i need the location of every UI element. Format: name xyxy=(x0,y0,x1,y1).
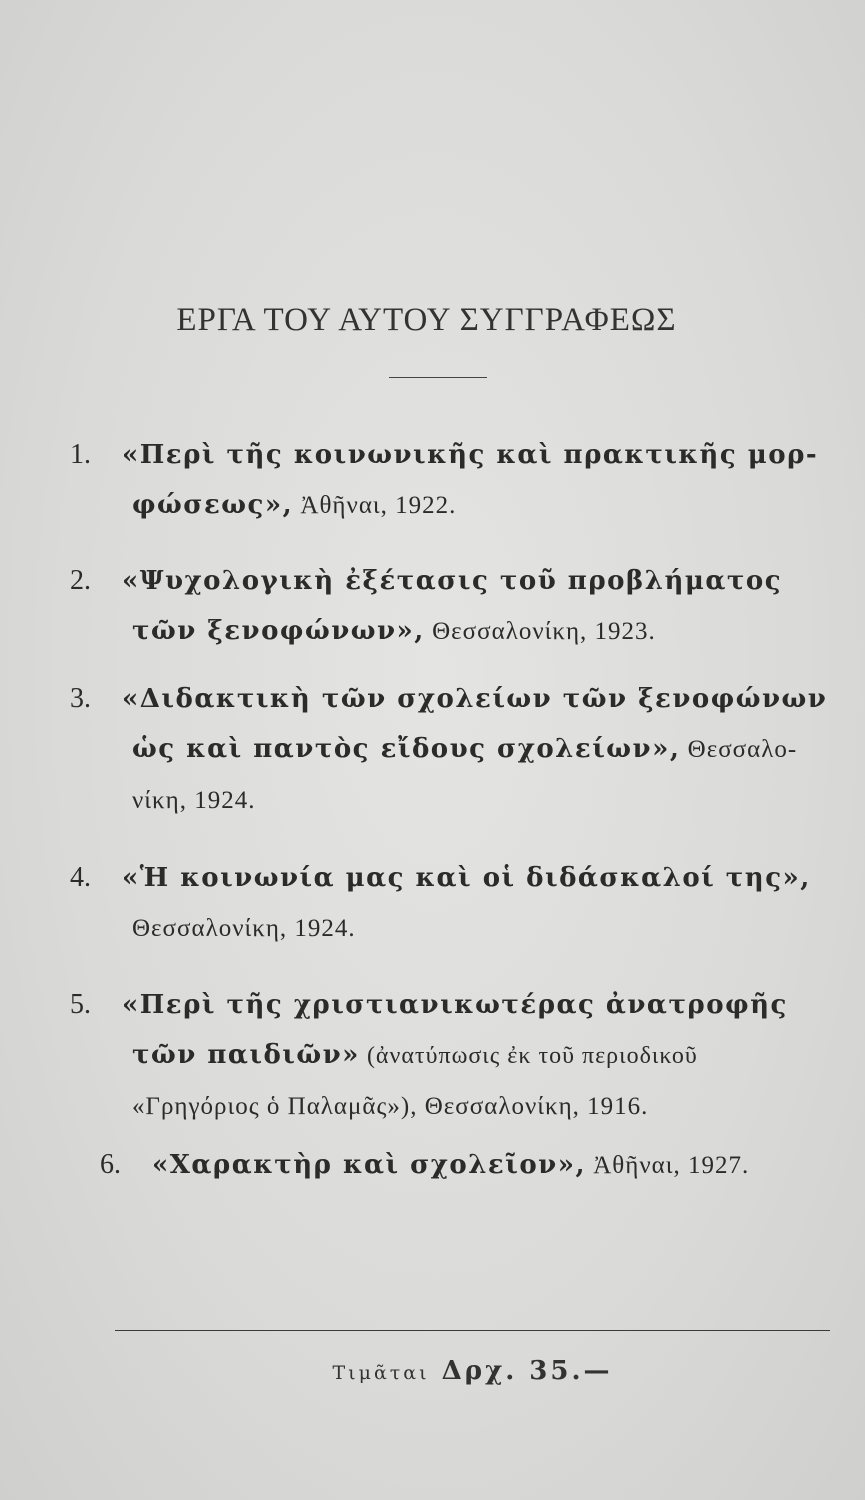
heading-divider xyxy=(389,377,487,378)
entry-title-cont: τῶν ξενοφώνων», xyxy=(132,616,425,646)
entry-title: «Ψυχολογικὴ ἐξέτασις τοῦ προβλήματος xyxy=(122,566,783,596)
entry-publication: Θεσσαλονίκη, 1923. xyxy=(424,618,656,645)
bibliography-entry-1 xyxy=(70,430,830,531)
entry-note: (ἀνατύπωσις ἐκ τοῦ περιοδικοῦ xyxy=(359,1043,698,1069)
entry-publication-cont: νίκη, 1924. xyxy=(132,787,256,814)
entry-publication: «Γρηγόριος ὁ Παλαμᾶς»), Θεσσαλονίκη, 1916. xyxy=(132,1093,649,1120)
entry-title-cont: τῶν παιδιῶν» xyxy=(132,1040,360,1070)
entry-title-cont: ὡς καὶ παντὸς εἴδους σχολείων», xyxy=(132,734,681,764)
entry-publication: Ἀθῆναι, 1922. xyxy=(293,492,457,519)
entry-number: 1. xyxy=(70,439,91,470)
entry-title-cont: φώσεως», xyxy=(132,490,294,520)
bibliography-entry-2 xyxy=(70,556,830,657)
entry-number: 5. xyxy=(70,989,91,1020)
entry-number: 3. xyxy=(70,683,91,714)
price-line xyxy=(0,1356,865,1386)
entry-title: «Ἡ κοινωνία μας καὶ οἱ διδάσκαλοί της», xyxy=(122,863,811,893)
page-heading: ΕΡΓΑ ΤΟΥ ΑΥΤΟΥ ΣΥΓΓΡΑΦΕΩΣ xyxy=(176,302,677,338)
entry-title: «Περὶ τῆς κοινωνικῆς καὶ πρακτικῆς μορ- xyxy=(122,440,819,470)
entry-title: «Περὶ τῆς χριστιανικωτέρας ἀνατροφῆς xyxy=(122,990,788,1020)
entry-publication: Ἀθῆναι, 1927. xyxy=(586,1152,750,1179)
footer-divider xyxy=(115,1330,830,1331)
entry-number: 4. xyxy=(70,862,91,893)
entry-number: 2. xyxy=(70,565,91,596)
entry-number: 6. xyxy=(100,1149,121,1180)
bibliography-entry-4 xyxy=(70,853,830,954)
entry-publication: Θεσσαλο- xyxy=(680,736,798,763)
entry-publication: Θεσσαλονίκη, 1924. xyxy=(132,915,356,942)
entry-title: «Χαρακτὴρ καὶ σχολεῖον», xyxy=(152,1150,586,1180)
price-label: Τιμᾶται xyxy=(332,1362,430,1384)
bibliography-entry-5 xyxy=(70,980,830,1132)
bibliography-entry-3 xyxy=(70,674,830,826)
bibliography-entry-6 xyxy=(100,1140,860,1191)
price-value: Δρχ. 35.— xyxy=(441,1356,613,1386)
entry-title: «Διδακτικὴ τῶν σχολείων τῶν ξενοφώνων xyxy=(122,684,828,714)
